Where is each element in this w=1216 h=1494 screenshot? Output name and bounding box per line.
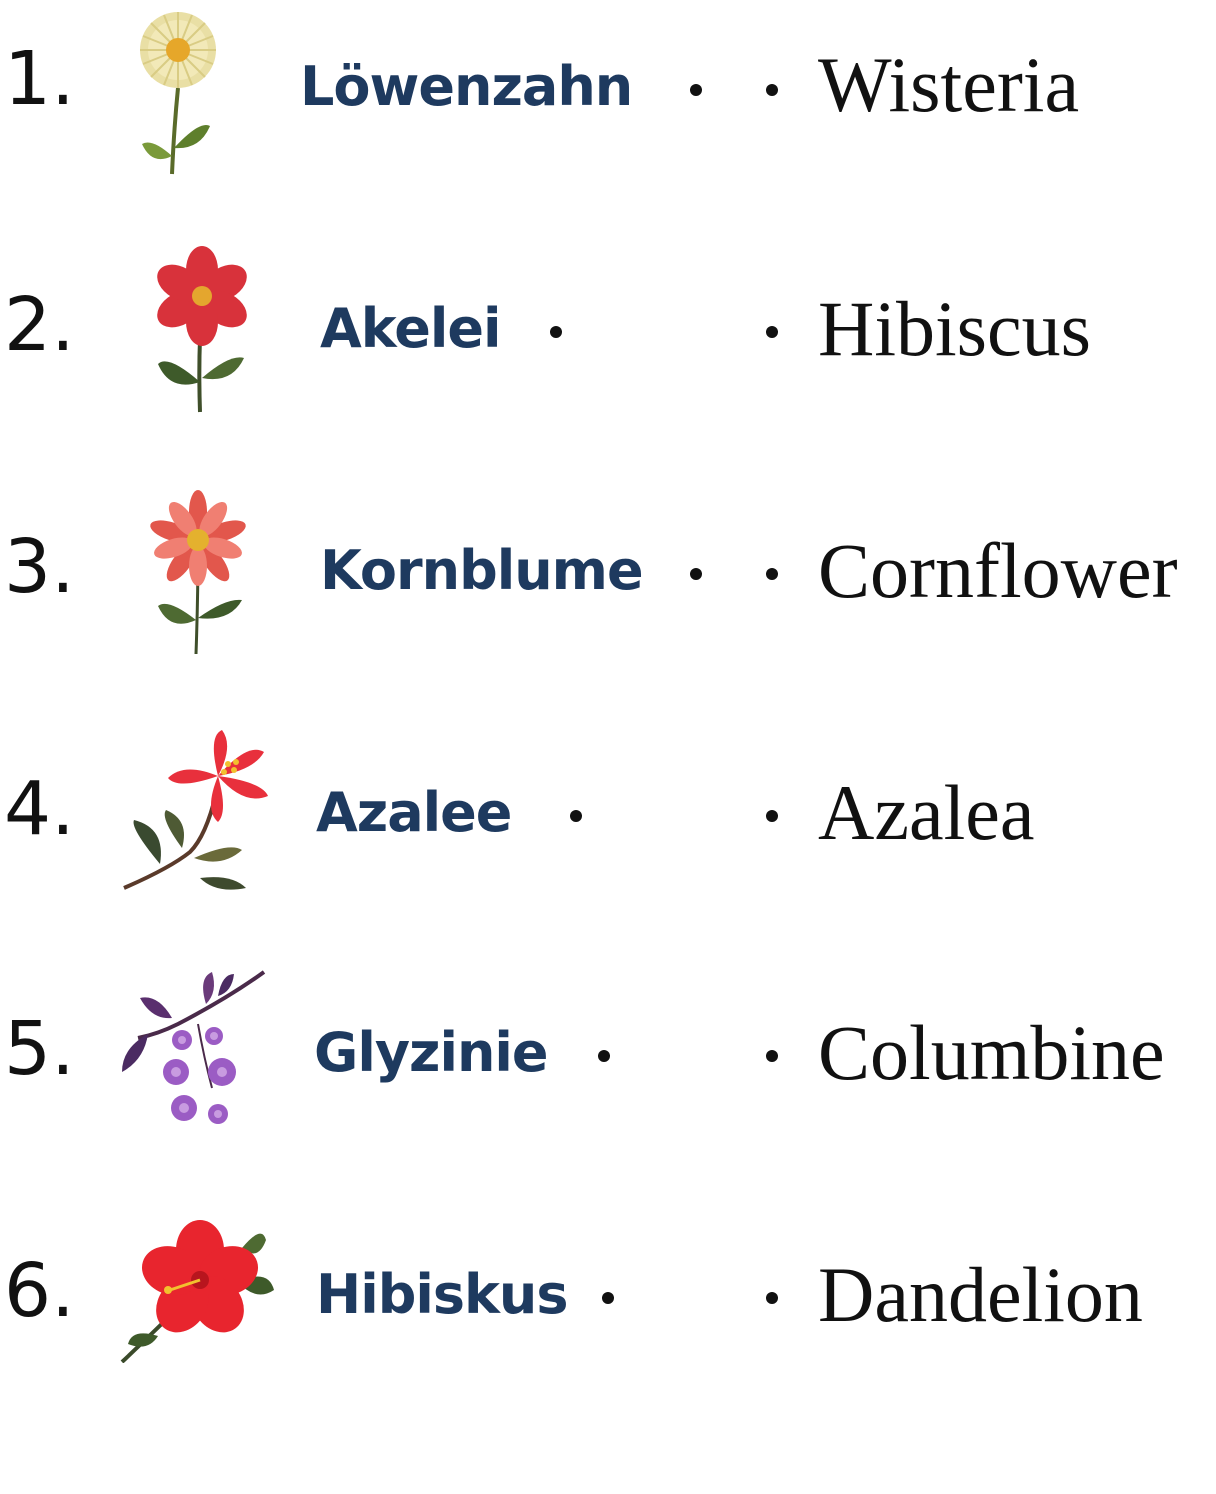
german-word: Kornblume <box>320 539 643 602</box>
azalea-icon <box>120 728 272 894</box>
row-number: 1. <box>4 36 75 122</box>
left-match-dot[interactable] <box>690 568 702 580</box>
english-word: Azalea <box>818 769 1035 856</box>
wisteria-icon <box>118 968 268 1136</box>
english-word: Dandelion <box>818 1251 1143 1338</box>
german-word: Azalee <box>316 781 512 844</box>
pink-flower-icon <box>146 488 252 656</box>
row-number: 4. <box>4 766 75 852</box>
left-match-dot[interactable] <box>570 810 582 822</box>
right-match-dot[interactable] <box>766 326 778 338</box>
match-row-5 <box>0 1006 1216 1252</box>
left-match-dot[interactable] <box>550 326 562 338</box>
german-word: Hibiskus <box>316 1263 568 1326</box>
left-match-dot[interactable] <box>602 1292 614 1304</box>
english-word: Cornflower <box>818 527 1178 614</box>
red-flower-icon <box>148 244 256 414</box>
match-row-6 <box>0 1248 1216 1494</box>
right-match-dot[interactable] <box>766 1050 778 1062</box>
english-word: Columbine <box>818 1009 1165 1096</box>
row-number: 5. <box>4 1006 75 1092</box>
right-match-dot[interactable] <box>766 84 778 96</box>
german-word: Akelei <box>320 297 501 360</box>
left-match-dot[interactable] <box>598 1050 610 1062</box>
left-match-dot[interactable] <box>690 84 702 96</box>
right-match-dot[interactable] <box>766 810 778 822</box>
hibiscus-icon <box>118 1218 278 1363</box>
german-word: Glyzinie <box>314 1021 548 1084</box>
row-number: 3. <box>4 524 75 610</box>
english-word: Wisteria <box>818 41 1080 128</box>
row-number: 2. <box>4 282 75 368</box>
german-word: Löwenzahn <box>300 55 633 118</box>
right-match-dot[interactable] <box>766 568 778 580</box>
row-number: 6. <box>4 1248 75 1334</box>
english-word: Hibiscus <box>818 285 1091 372</box>
dandelion-icon <box>130 8 230 176</box>
right-match-dot[interactable] <box>766 1292 778 1304</box>
